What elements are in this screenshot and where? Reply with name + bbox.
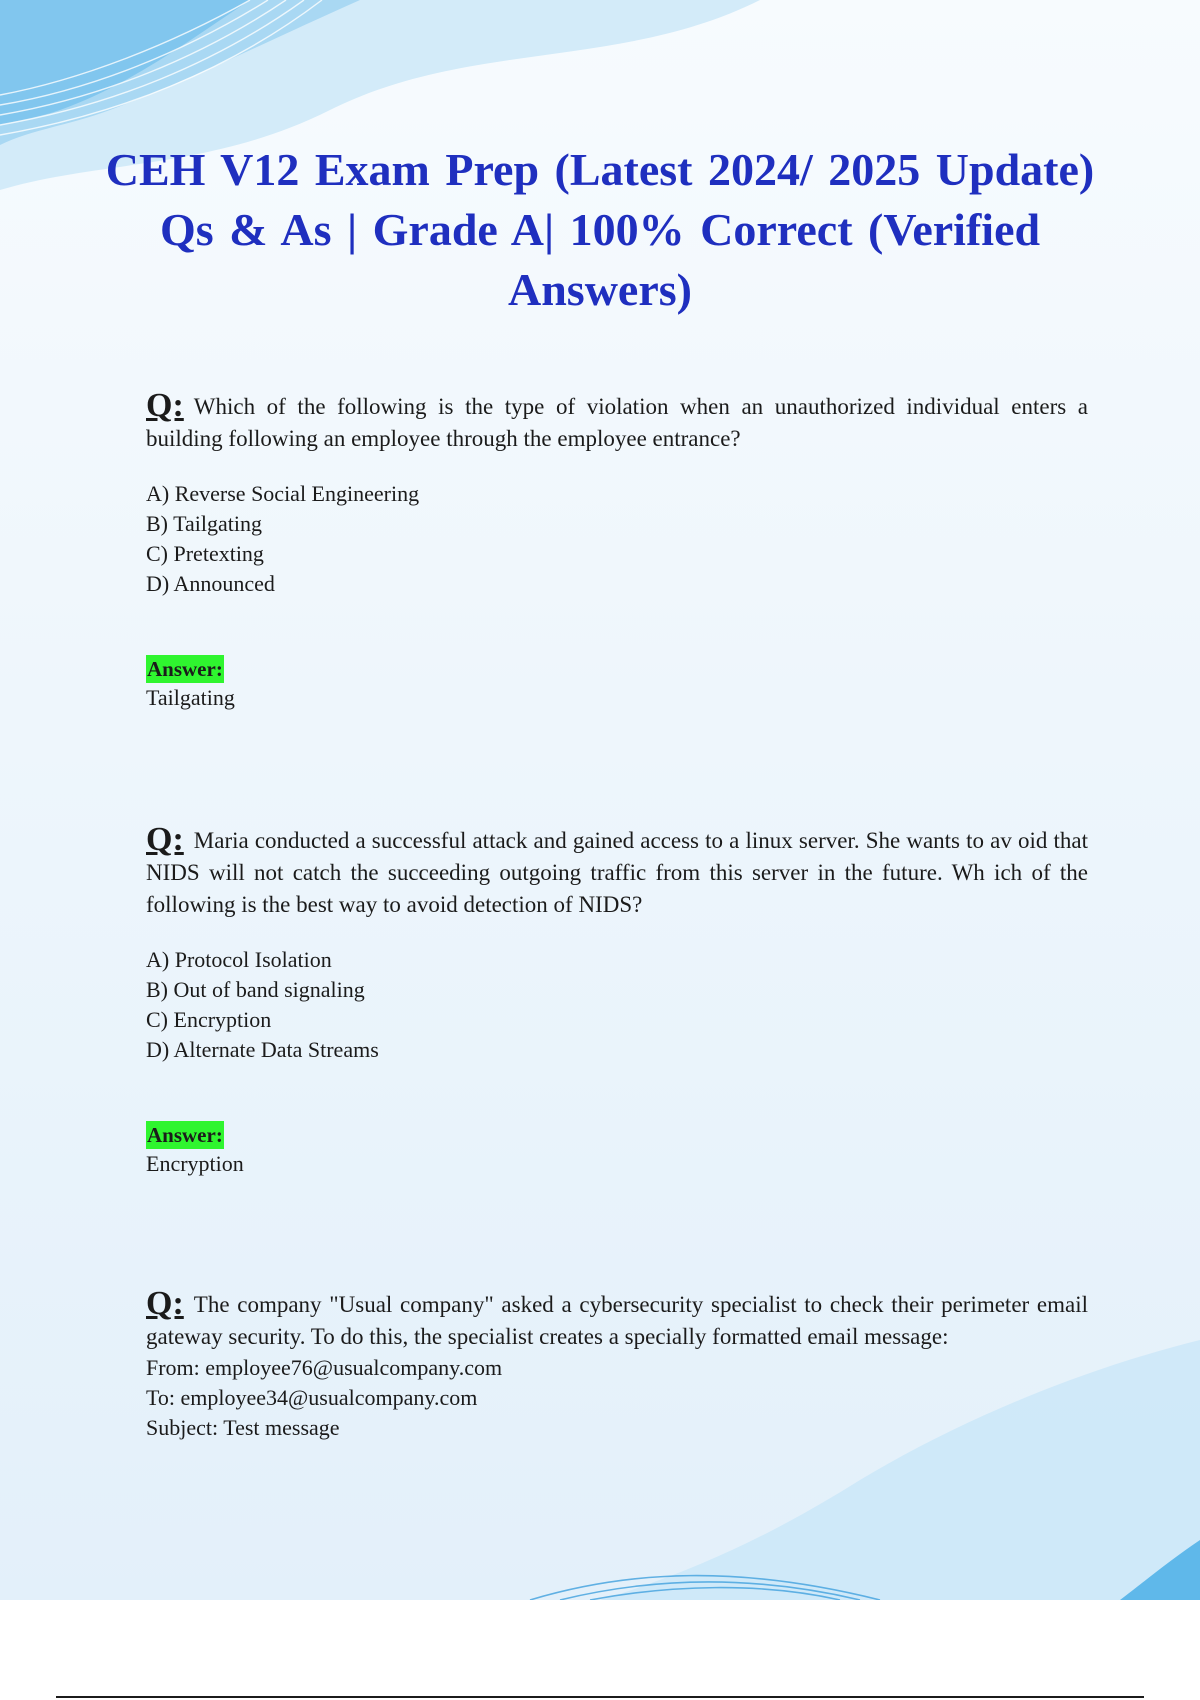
question-body: Which of the following is the type of violation when an unauthorized individual enters a building following an employee through the employee entrance? [146,394,1088,451]
option-b: B) Out of band signaling [146,977,365,1002]
question-text [146,821,1088,921]
answer-text: Tailgating [146,685,235,710]
option-b: B) Tailgating [146,511,262,536]
options-list [146,945,1088,1065]
question-text [146,387,1088,455]
question-text [146,1285,1088,1353]
option-a: A) Protocol Isolation [146,947,332,972]
question-marker: Q: [146,821,184,858]
question-marker: Q: [146,387,184,424]
email-subject-line: Subject: Test message [146,1415,340,1440]
option-d: D) Announced [146,571,275,596]
question-body: The company "Usual company" asked a cybersecurity specialist to check their perimeter email gateway security. To do this, the specialist creates a specially formatted email message: [146,1292,1088,1349]
question-body: Maria conducted a successful attack and gained access to a linux server. She wants to av oid that NIDS will not catch the succeeding outgoing traffic from this server in the future. Wh ich of the following is the best way to avoid detection of NIDS? [146,828,1088,917]
footer-divider [56,1696,1144,1698]
question-block-2 [146,821,1088,1179]
answer-text: Encryption [146,1151,244,1176]
question-marker: Q: [146,1285,184,1322]
answer-label: Answer: [147,1123,223,1147]
answer-label: Answer: [147,657,223,681]
email-to-line: To: employee34@usualcompany.com [146,1385,478,1410]
option-a: A) Reverse Social Engineering [146,481,420,506]
option-d: D) Alternate Data Streams [146,1037,379,1062]
question-block-1 [146,387,1088,713]
question-block-3 [146,1285,1088,1443]
document-title: CEH V12 Exam Prep (Latest 2024/ 2025 Update) Qs & As | Grade A| 100% Correct (Verified Answers) [105,144,1095,315]
options-list [146,479,1088,599]
email-from-line: From: employee76@usualcompany.com [146,1355,503,1380]
option-c: C) Pretexting [146,541,264,566]
option-c: C) Encryption [146,1007,272,1032]
